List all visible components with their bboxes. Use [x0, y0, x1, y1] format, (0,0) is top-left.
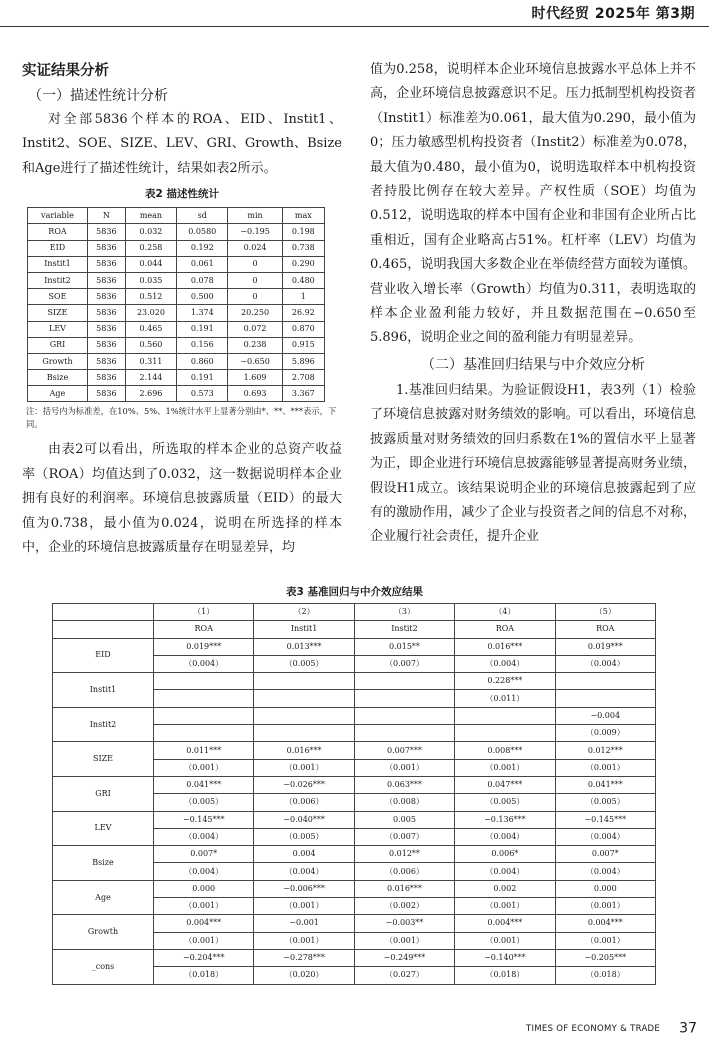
table-cell: 0.192 [177, 240, 228, 256]
journal-issue-header: 时代经贸 2025年 第3期 [531, 6, 695, 22]
table-cell: 0.258 [125, 240, 176, 256]
table-coefficient [254, 673, 354, 690]
table-row [53, 707, 656, 724]
table-coefficient [354, 707, 454, 724]
table-standard-error: （0.001） [555, 932, 655, 949]
table-variable-name: LEV [53, 811, 154, 846]
table-variable-name: SIZE [53, 742, 154, 777]
table-standard-error [154, 690, 254, 707]
table-standard-error: （0.018） [154, 967, 254, 984]
table-coefficient: 0.011*** [154, 742, 254, 759]
table-coefficient: −0.205*** [555, 949, 655, 966]
table-coefficient: 0.004*** [555, 915, 655, 932]
table-cell: 0.035 [125, 272, 176, 288]
table-corner-cell [53, 621, 154, 638]
table-column-number: （1） [154, 604, 254, 621]
table-cell: 5836 [87, 289, 125, 305]
table-variable-name: Instit1 [53, 673, 154, 708]
table-coefficient: 0.047*** [455, 776, 555, 793]
table-cell: 0.915 [282, 337, 324, 353]
table-standard-error: （0.007） [354, 655, 454, 672]
table-cell: 5836 [87, 353, 125, 369]
table-cell: 0.238 [228, 337, 282, 353]
table-cell: EID [28, 240, 88, 256]
table-row [53, 949, 656, 966]
table-coefficient: −0.136*** [455, 811, 555, 828]
table-standard-error: （0.005） [455, 794, 555, 811]
table-standard-error: （0.009） [555, 725, 655, 742]
table-cell: 0.500 [177, 289, 228, 305]
table-coefficient: 0.013*** [254, 638, 354, 655]
table-column-number: （4） [455, 604, 555, 621]
table-cell: 0.0580 [177, 224, 228, 240]
table-cell: 5836 [87, 305, 125, 321]
table-standard-error: （0.007） [354, 828, 454, 845]
table-standard-error: （0.001） [455, 759, 555, 776]
table-row [28, 305, 325, 321]
table-standard-error [354, 725, 454, 742]
page-number: 37 [679, 1020, 697, 1037]
table-standard-error: （0.001） [354, 759, 454, 776]
table-standard-error [154, 725, 254, 742]
table-cell: 0 [228, 272, 282, 288]
table-cell: 0.024 [228, 240, 282, 256]
table-coefficient [154, 707, 254, 724]
table-coefficient: 0.004*** [154, 915, 254, 932]
table-column-number: （3） [354, 604, 454, 621]
table-standard-error: （0.004） [555, 828, 655, 845]
table-coefficient: 0.228*** [455, 673, 555, 690]
table-standard-error: （0.001） [254, 932, 354, 949]
table-cell: 0.512 [125, 289, 176, 305]
table-standard-error: （0.001） [455, 932, 555, 949]
table-cell: 0.693 [228, 386, 282, 402]
table-standard-error: （0.001） [254, 898, 354, 915]
table-variable-name: _cons [53, 949, 154, 984]
table-standard-error [455, 725, 555, 742]
table-cell: 0.290 [282, 256, 324, 272]
table-cell: Instit1 [28, 256, 88, 272]
table-cell: 20.250 [228, 305, 282, 321]
table-coefficient: −0.140*** [455, 949, 555, 966]
table-corner-cell [53, 604, 154, 621]
table-cell: 1.609 [228, 370, 282, 386]
table-row [28, 256, 325, 272]
table-header-cell: variable [28, 208, 88, 224]
table-cell: 0.032 [125, 224, 176, 240]
table-standard-error: （0.004） [555, 863, 655, 880]
table-standard-error: （0.001） [455, 898, 555, 915]
table-row [28, 353, 325, 369]
table-coefficient: −0.040*** [254, 811, 354, 828]
table-cell: 5836 [87, 272, 125, 288]
table-row [53, 846, 656, 863]
table-variable-name: Age [53, 880, 154, 915]
table-standard-error: （0.001） [555, 898, 655, 915]
table-coefficient: 0.016*** [254, 742, 354, 759]
table-cell: 0.311 [125, 353, 176, 369]
table-standard-error: （0.004） [154, 863, 254, 880]
section-title: 实证结果分析 [22, 63, 109, 79]
table-cell: 0.191 [177, 370, 228, 386]
table-dependent-variable: Instit2 [354, 621, 454, 638]
table-standard-error [254, 725, 354, 742]
table-standard-error: （0.027） [354, 967, 454, 984]
table-standard-error: （0.005） [254, 655, 354, 672]
table-cell: −0.195 [228, 224, 282, 240]
page-header [0, 0, 709, 27]
table-cell: 3.367 [282, 386, 324, 402]
table-standard-error: （0.008） [354, 794, 454, 811]
table-row [28, 321, 325, 337]
table-cell: 5836 [87, 386, 125, 402]
table-cell: 5836 [87, 321, 125, 337]
table-header-row [53, 604, 656, 621]
table-coefficient: −0.001 [254, 915, 354, 932]
paragraph-analysis: 由表2可以看出，所选取的样本企业的总资产收益率（ROA）均值达到了0.032，这一数据说明样本企业拥有良好的利润率。环境信息披露质量（EID）的最大值为0.738，最小值为0.024，说明在所选择的样本中，企业的环境信息披露质量存在明显差异，均 [22, 442, 342, 556]
table-coefficient: 0.000 [154, 880, 254, 897]
table-variable-name: EID [53, 638, 154, 673]
table-coefficient: 0.012*** [555, 742, 655, 759]
table-standard-error: （0.001） [154, 898, 254, 915]
table-cell: 2.708 [282, 370, 324, 386]
table2-caption: 表2 描述性统计 [145, 188, 219, 201]
table-coefficient: −0.006*** [254, 880, 354, 897]
table-standard-error: （0.004） [555, 655, 655, 672]
table-row [28, 289, 325, 305]
table-cell: 0.078 [177, 272, 228, 288]
journal-name: TIMES OF ECONOMY & TRADE [526, 1023, 661, 1034]
table-cell: 5836 [87, 337, 125, 353]
table-coefficient [455, 707, 555, 724]
table-cell: 0.560 [125, 337, 176, 353]
table-standard-error: （0.004） [154, 828, 254, 845]
table-standard-error: （0.005） [254, 828, 354, 845]
table-cell: ROA [28, 224, 88, 240]
table-cell: 0.573 [177, 386, 228, 402]
table-row [53, 776, 656, 793]
table-cell: 2.144 [125, 370, 176, 386]
table-coefficient: −0.204*** [154, 949, 254, 966]
table-coefficient [154, 673, 254, 690]
table-standard-error: （0.004） [455, 828, 555, 845]
table-standard-error: （0.018） [555, 967, 655, 984]
table-coefficient: 0.004 [254, 846, 354, 863]
table-coefficient: −0.003** [354, 915, 454, 932]
table-cell: LEV [28, 321, 88, 337]
table-coefficient: −0.145*** [154, 811, 254, 828]
table-coefficient: 0.006* [455, 846, 555, 863]
table-header-cell: mean [125, 208, 176, 224]
table-header-row [53, 621, 656, 638]
table-standard-error: （0.004） [154, 655, 254, 672]
table-standard-error: （0.001） [154, 759, 254, 776]
table-cell: 0.738 [282, 240, 324, 256]
table-variable-name: GRI [53, 776, 154, 811]
table-cell: SIZE [28, 305, 88, 321]
table-standard-error: （0.005） [154, 794, 254, 811]
table-header-cell: max [282, 208, 324, 224]
table-cell: 0.480 [282, 272, 324, 288]
table-standard-error: （0.004） [455, 655, 555, 672]
table-standard-error: （0.001） [555, 759, 655, 776]
table-variable-name: Bsize [53, 846, 154, 881]
table-cell: GRI [28, 337, 88, 353]
table-cell: Bsize [28, 370, 88, 386]
table-cell: Age [28, 386, 88, 402]
paragraph-baseline: 1.基准回归结果。为验证假设H1，表3列（1）检验了环境信息披露对财务绩效的影响。可以看出，环境信息披露质量对财务绩效的回归系数在1%的置信水平上显著为正，即企业进行环境信息披露能够显著提高财务业绩，假设H1成立。该结果说明企业的环境信息披露起到了应有的激励作用，减少了企业与投资者之间的信息不对称，企业履行社会责任，提升企业 [370, 382, 696, 545]
table-row [28, 370, 325, 386]
table-cell: 5836 [87, 256, 125, 272]
table-cell: Growth [28, 353, 88, 369]
table-coefficient: 0.012** [354, 846, 454, 863]
table-row [28, 386, 325, 402]
table-cell: 0 [228, 256, 282, 272]
table-standard-error: （0.006） [254, 794, 354, 811]
table-dependent-variable: ROA [455, 621, 555, 638]
table-row [28, 224, 325, 240]
table-cell: 5.896 [282, 353, 324, 369]
table-cell: 23.020 [125, 305, 176, 321]
table-standard-error: （0.005） [555, 794, 655, 811]
table-cell: 0.156 [177, 337, 228, 353]
table-standard-error: （0.020） [254, 967, 354, 984]
table-coefficient [354, 673, 454, 690]
table-row [28, 272, 325, 288]
table-coefficient: −0.004 [555, 707, 655, 724]
table-coefficient: 0.041*** [154, 776, 254, 793]
table-standard-error: （0.004） [254, 863, 354, 880]
table-cell: 0.044 [125, 256, 176, 272]
table-cell: 0.870 [282, 321, 324, 337]
table-cell: 0 [228, 289, 282, 305]
table-cell: 5836 [87, 370, 125, 386]
table-cell: 5836 [87, 240, 125, 256]
table-cell: 0.072 [228, 321, 282, 337]
table-coefficient: 0.007* [154, 846, 254, 863]
table-standard-error [555, 690, 655, 707]
table-standard-error: （0.001） [354, 932, 454, 949]
table-cell: 0.061 [177, 256, 228, 272]
table-cell: Instit2 [28, 272, 88, 288]
table-coefficient: 0.004*** [455, 915, 555, 932]
table-standard-error: （0.018） [455, 967, 555, 984]
table-row [53, 673, 656, 690]
table-column-number: （5） [555, 604, 655, 621]
table2-descriptive-stats [27, 207, 325, 402]
table-row [53, 742, 656, 759]
table-standard-error [254, 690, 354, 707]
table-dependent-variable: ROA [555, 621, 655, 638]
table-row [28, 240, 325, 256]
table2-note: 注：括号内为标准差，在10%、5%、1%统计水平上显著分别由*、**、***表示，下同。 [26, 406, 337, 430]
table-cell: SOE [28, 289, 88, 305]
table-coefficient: 0.000 [555, 880, 655, 897]
table-coefficient: 0.016*** [455, 638, 555, 655]
table-coefficient: −0.026*** [254, 776, 354, 793]
table3-caption: 表3 基准回归与中介效应结果 [286, 586, 423, 598]
table-header-cell: sd [177, 208, 228, 224]
table-cell: 2.696 [125, 386, 176, 402]
page-footer [526, 1018, 697, 1037]
table-row [53, 638, 656, 655]
table-dependent-variable: ROA [154, 621, 254, 638]
paragraph-continued: 值为0.258，说明样本企业环境信息披露水平总体上并不高，企业环境信息披露意识不足。压力抵制型机构投资者（Instit1）标准差为0.061，最大值为0.290，最小值为0；压力敏感型机构投资者（Instit2）标准差为0.078，最大值为0.480，最小值为0，说明选取样本中机构投资者持股比例存在较大差异。产权性质（SOE）均值为0.512，说明选取的样本中国有企业和非国有企业所占比重相近，国有企业略高占51%。杠杆率（LEV）均值为0.465，说明我国大多数企业在举债经营方面较为谨慎。营业收入增长率（Growth）均值为0.311，表明选取的样本企业盈利能力较好，并且数据范围在−0.650至5.896，说明企业之间的盈利能力有明显差异。 [370, 62, 696, 346]
table-coefficient: 0.002 [455, 880, 555, 897]
table-header-row [28, 208, 325, 224]
table-coefficient: 0.063*** [354, 776, 454, 793]
table-dependent-variable: Instit1 [254, 621, 354, 638]
table-coefficient: −0.249*** [354, 949, 454, 966]
table-header-cell: N [87, 208, 125, 224]
table-coefficient: 0.008*** [455, 742, 555, 759]
table-coefficient: 0.019*** [154, 638, 254, 655]
table-cell: 1.374 [177, 305, 228, 321]
paragraph-intro: 对全部5836个样本的ROA、EID、Instit1、Instit2、SOE、SIZE、LEV、GRI、Growth、Bsize和Age进行了描述性统计，结果如表2所示。 [22, 112, 342, 176]
table-row [28, 337, 325, 353]
table-coefficient: 0.007*** [354, 742, 454, 759]
left-column [22, 58, 342, 561]
table-row [53, 811, 656, 828]
table3-regression-results [52, 603, 656, 985]
table-cell: 0.465 [125, 321, 176, 337]
table-coefficient: 0.041*** [555, 776, 655, 793]
table-row [53, 915, 656, 932]
table-coefficient: 0.007* [555, 846, 655, 863]
table-coefficient: 0.019*** [555, 638, 655, 655]
table-standard-error [354, 690, 454, 707]
subsection-title-1: （一）描述性统计分析 [28, 88, 168, 104]
table-coefficient: 0.005 [354, 811, 454, 828]
table-standard-error: （0.001） [154, 932, 254, 949]
table-coefficient [555, 673, 655, 690]
table-cell: 1 [282, 289, 324, 305]
table-cell: 0.191 [177, 321, 228, 337]
table-cell: −0.650 [228, 353, 282, 369]
table-standard-error: （0.004） [455, 863, 555, 880]
table-column-number: （2） [254, 604, 354, 621]
table-row [53, 880, 656, 897]
table-variable-name: Growth [53, 915, 154, 950]
table-cell: 0.860 [177, 353, 228, 369]
table-coefficient [254, 707, 354, 724]
subsection-title-2: （二）基准回归结果与中介效应分析 [421, 356, 645, 373]
table-coefficient: −0.278*** [254, 949, 354, 966]
table-coefficient: −0.145*** [555, 811, 655, 828]
table-cell: 0.198 [282, 224, 324, 240]
right-column [370, 58, 696, 550]
table-coefficient: 0.015** [354, 638, 454, 655]
table-variable-name: Instit2 [53, 707, 154, 742]
table-standard-error: （0.011） [455, 690, 555, 707]
table-coefficient: 0.016*** [354, 880, 454, 897]
table-standard-error: （0.001） [254, 759, 354, 776]
table-standard-error: （0.002） [354, 898, 454, 915]
table-cell: 26.92 [282, 305, 324, 321]
table-cell: 5836 [87, 224, 125, 240]
table-header-cell: min [228, 208, 282, 224]
table-standard-error: （0.006） [354, 863, 454, 880]
